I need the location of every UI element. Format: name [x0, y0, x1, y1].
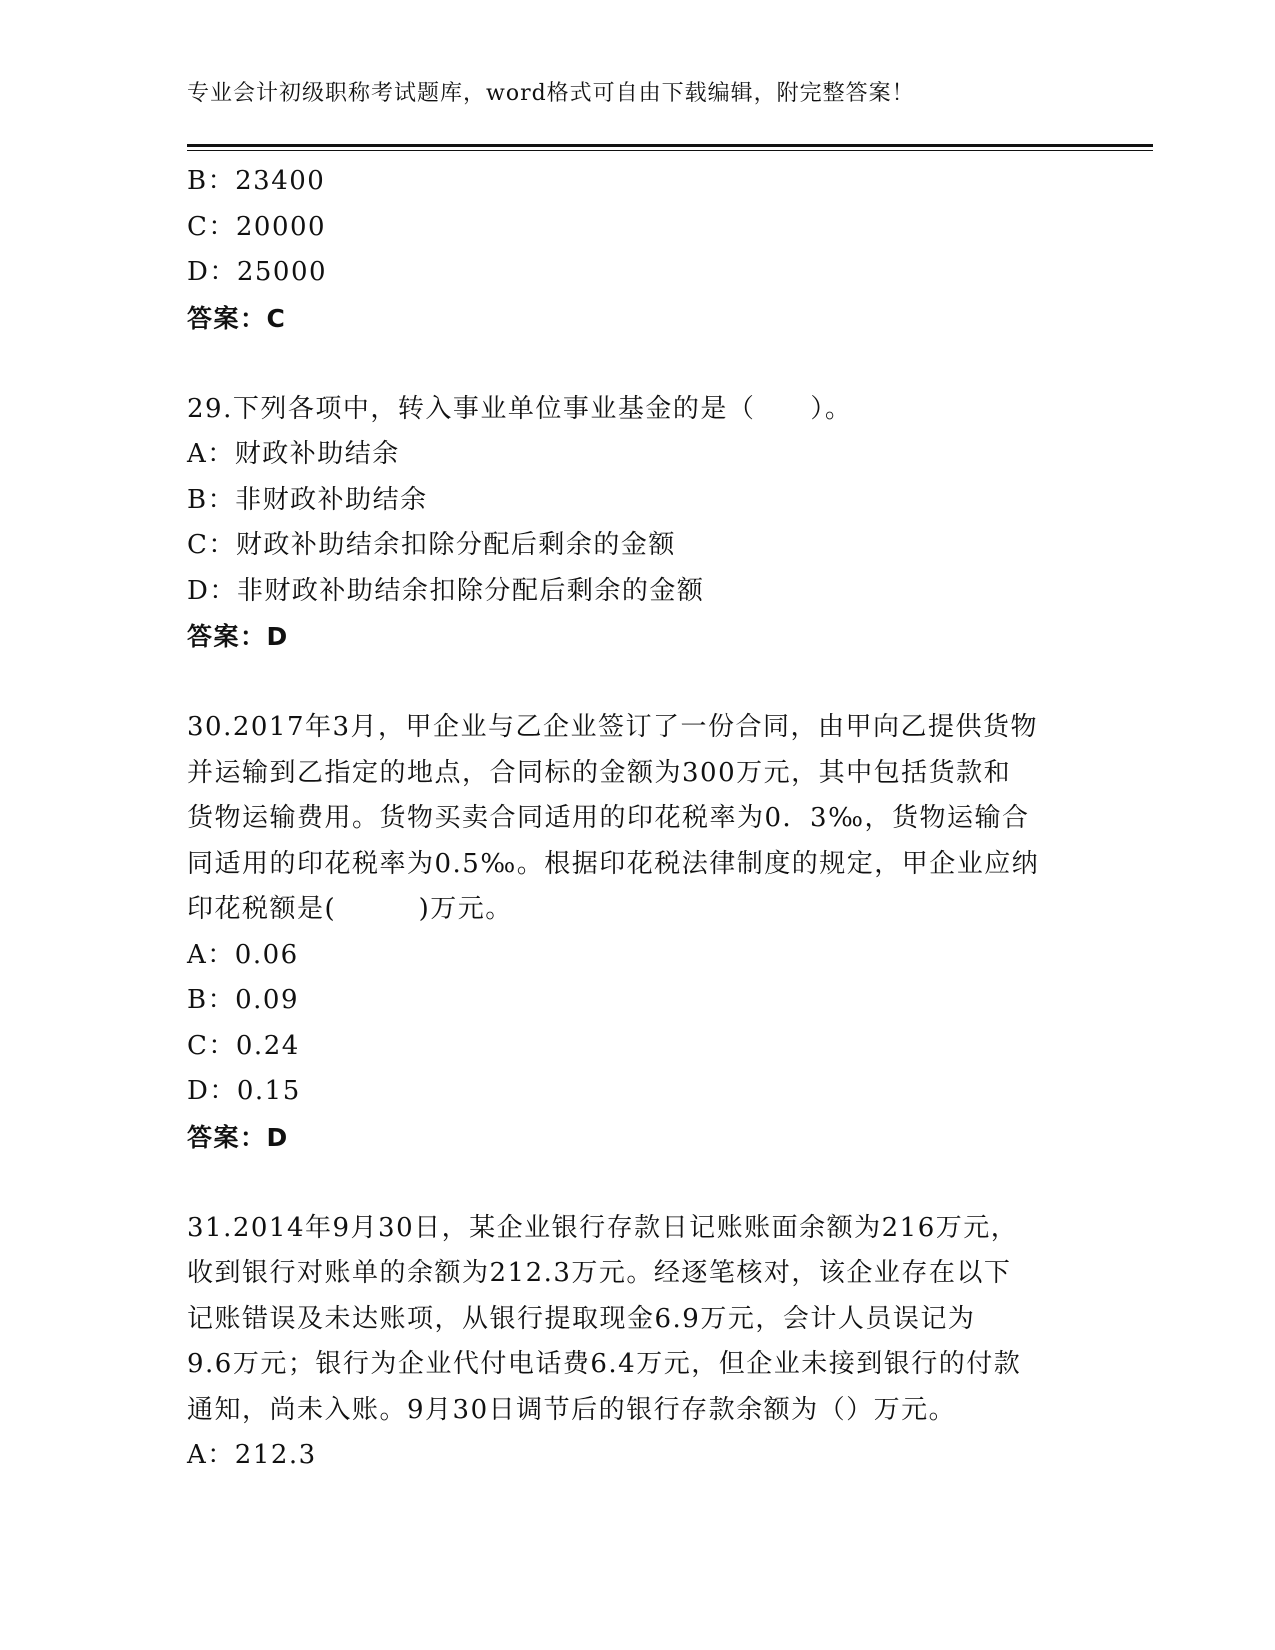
header-rule-thin: [187, 150, 1153, 151]
q30-stem-line-2: 并运输到乙指定的地点，合同标的金额为300万元，其中包括货款和: [187, 757, 1012, 788]
q30-option-a: A：0.06: [187, 939, 299, 970]
header-rule-thick: [187, 144, 1153, 147]
q30-option-d: D：0.15: [187, 1076, 301, 1106]
question-content: [187, 159, 1087, 1479]
spacer: [187, 660, 1087, 706]
q29-answer: 答案：D: [187, 622, 289, 651]
q30-answer: 答案：D: [187, 1122, 289, 1152]
q29-option-c: C：财政补助结余扣除分配后剩余的金额: [187, 530, 676, 560]
q30-stem-line-5: 印花税额是( )万元。: [187, 894, 513, 924]
q29-option-a: A：财政补助结余: [187, 439, 400, 469]
q28-answer: 答案：C: [187, 303, 287, 333]
page-header: 专业会计初级职称考试题库，word格式可自由下载编辑，附完整答案！: [187, 81, 915, 106]
q31-stem-line-2: 收到银行对账单的余额为212.3万元。经逐笔核对，该企业存在以下: [187, 1258, 1012, 1288]
q29-stem: 29.下列各项中，转入事业单位事业基金的是（ ）。: [187, 393, 853, 424]
q31-option-a: A：212.3: [187, 1440, 317, 1470]
q28-option-b: B：23400: [187, 166, 326, 196]
q31-stem-line-1: 31.2014年9月30日，某企业银行存款日记账账面余额为216万元，: [187, 1212, 1019, 1243]
q30-stem-line-3: 货物运输费用。货物买卖合同适用的印花税率为0．3‰，货物运输合: [187, 803, 1030, 833]
q30-stem-line-1: 30.2017年3月，甲企业与乙企业签订了一份合同，由甲向乙提供货物: [187, 712, 1039, 742]
q30-stem-line-4: 同适用的印花税率为0.5‰。根据印花税法律制度的规定，甲企业应纳: [187, 848, 1040, 879]
spacer: [187, 341, 1087, 387]
q31-stem-line-4: 9.6万元；银行为企业代付电话费6.4万元，但企业未接到银行的付款: [187, 1349, 1022, 1379]
q30-option-b: B：0.09: [187, 985, 299, 1015]
q31-stem-line-5: 通知，尚未入账。9月30日调节后的银行存款余额为（）万元。: [187, 1394, 957, 1425]
q28-option-c: C：20000: [187, 211, 327, 242]
q31-stem-line-3: 记账错误及未达账项，从银行提取现金6.9万元，会计人员误记为: [187, 1303, 976, 1334]
q29-option-b: B：非财政补助结余: [187, 484, 428, 515]
q29-option-d: D：非财政补助结余扣除分配后剩余的金额: [187, 575, 705, 606]
spacer: [187, 1160, 1087, 1206]
q28-option-d: D：25000: [187, 257, 328, 287]
q30-option-c: C：0.24: [187, 1030, 300, 1061]
